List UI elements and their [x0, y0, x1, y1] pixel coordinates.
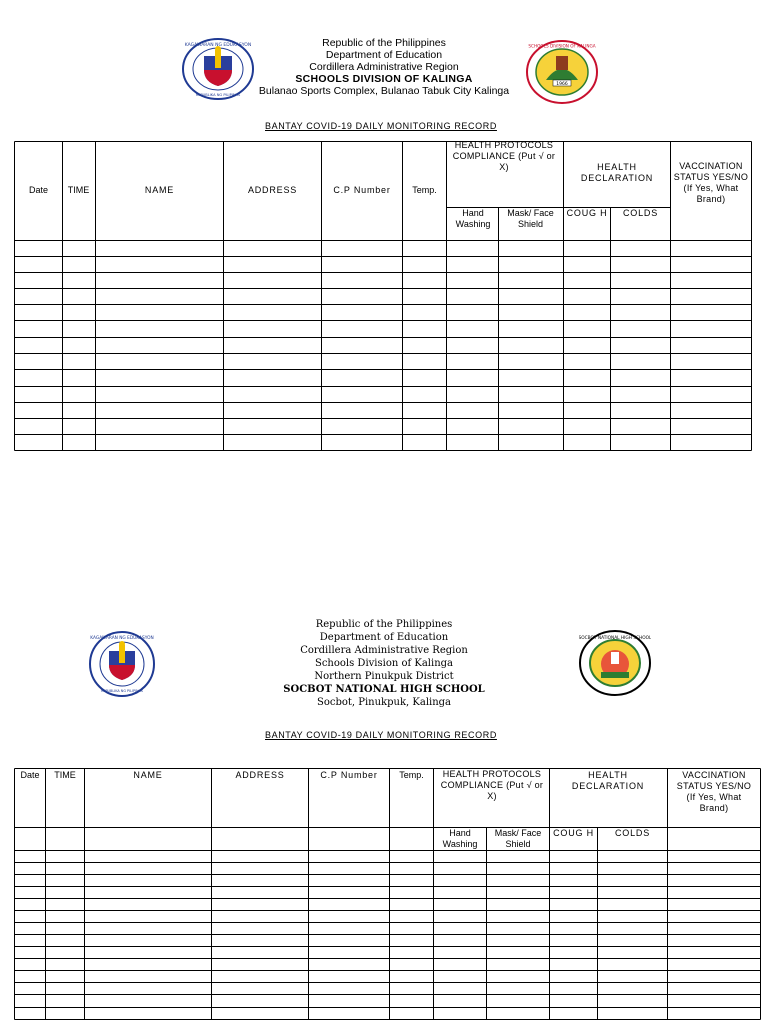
division-name: SCHOOLS DIVISION OF KALINGA: [295, 73, 473, 85]
col-header-name: NAME: [133, 770, 163, 780]
col-header-health-declaration: HEALTH DECLARATION: [571, 770, 645, 791]
col-header-hand-washing: Hand Washing: [455, 208, 491, 229]
header-line: Cordillera Administrative Region: [309, 61, 459, 73]
col-header-cough: COUG H: [566, 208, 608, 218]
col-header-colds: COLDS: [614, 828, 650, 838]
col-header-colds: COLDS: [622, 208, 658, 218]
col-header-mask: Mask/ Face Shield: [507, 208, 554, 229]
col-header-address: ADDRESS: [235, 770, 285, 780]
seal-text: KAGAWARAN NG EDUKASYON: [184, 43, 252, 48]
col-header-health-protocols: HEALTH PROTOCOLS COMPLIANCE (Put √ or X): [452, 140, 556, 172]
school-name: SOCBOT NATIONAL HIGH SCHOOL: [283, 684, 485, 695]
header-line: Republic of the Philippines: [315, 619, 453, 630]
col-header-mask: Mask/ Face Shield: [494, 828, 542, 849]
col-header-date: Date: [20, 770, 40, 780]
header-line: Department of Education: [325, 49, 443, 61]
seal-text: SOCBOT NATIONAL HIGH SCHOOL: [579, 636, 651, 641]
seal-text: KAGAWARAN NG EDUKASYON: [90, 636, 154, 641]
col-header-hand-washing: Hand Washing: [442, 828, 478, 849]
header-line: Cordillera Administrative Region: [300, 645, 468, 656]
header-address: Bulanao Sports Complex, Bulanao Tabuk City Kalinga: [258, 85, 510, 97]
col-header-temp: Temp.: [412, 185, 437, 195]
col-header-address: ADDRESS: [247, 185, 298, 195]
col-header-date: Date: [28, 185, 48, 195]
col-header-name: NAME: [144, 185, 175, 195]
seal-year: 1966: [556, 81, 568, 87]
col-header-health-protocols: HEALTH PROTOCOLS COMPLIANCE (Put √ or X): [440, 769, 544, 801]
header-line: Republic of the Philippines: [322, 37, 446, 49]
col-header-cp-number: C.P Number: [333, 185, 391, 195]
seal-bottom-text: REPUBLIKA NG PILIPINAS: [100, 689, 144, 693]
col-header-cough: COUG H: [553, 828, 594, 838]
col-header-vaccination: VACCINATION STATUS YES/NO (If Yes, What Brand): [676, 770, 752, 813]
form-title: BANTAY COVID-19 DAILY MONITORING RECORD: [265, 730, 497, 740]
col-header-time: TIME: [54, 770, 76, 780]
col-header-health-declaration: HEALTH DECLARATION: [580, 162, 654, 183]
form-title: BANTAY COVID-19 DAILY MONITORING RECORD: [265, 121, 497, 131]
col-header-cp-number: C.P Number: [320, 770, 378, 780]
header-line: Department of Education: [319, 632, 449, 643]
col-header-vaccination: VACCINATION STATUS YES/NO (If Yes, What Brand): [673, 161, 749, 204]
header-line: Northern Pinukpuk District: [314, 671, 454, 682]
seal-bottom-text: REPUBLIKA NG PILIPINAS: [195, 93, 241, 97]
header-line: Schools Division of Kalinga: [314, 658, 453, 669]
col-header-time: TIME: [67, 185, 90, 195]
seal-text: SCHOOLS DIVISION OF KALINGA: [528, 43, 596, 49]
col-header-temp: Temp.: [399, 770, 424, 780]
header-address: Socbot, Pinukpuk, Kalinga: [316, 697, 452, 708]
